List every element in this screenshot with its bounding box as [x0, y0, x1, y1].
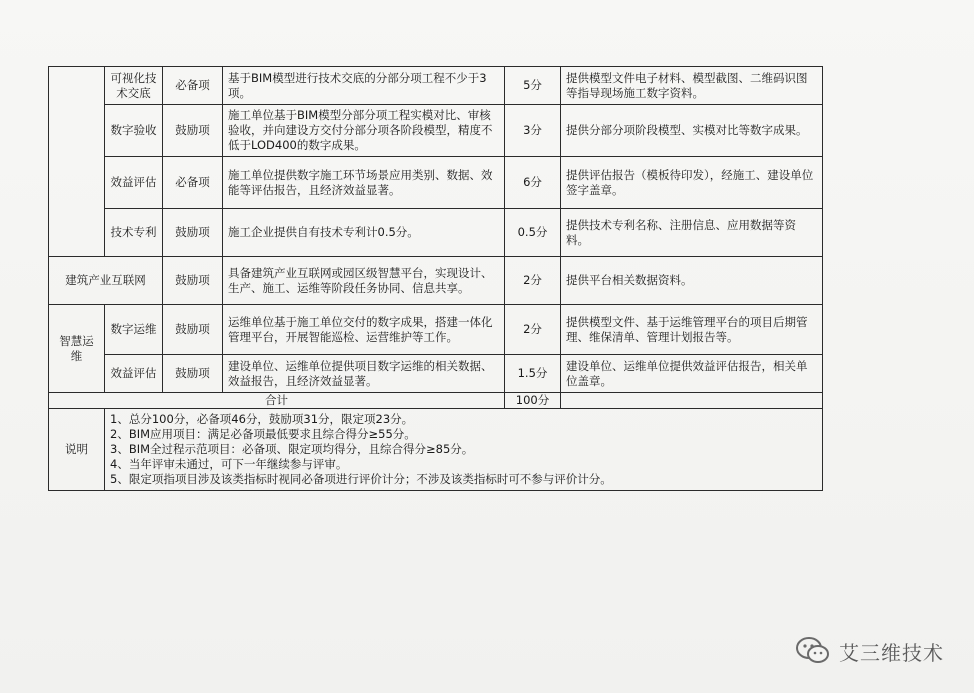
wechat-icon: [795, 636, 831, 666]
score-cell: 2分: [505, 257, 561, 305]
score-cell: 3分: [505, 105, 561, 157]
item-cell: 技术专利: [105, 209, 163, 257]
requirement-cell: 基于BIM模型进行技术交底的分部分项工程不少于3项。: [223, 67, 505, 105]
score-cell: 5分: [505, 67, 561, 105]
category-cell: 智慧运维: [49, 305, 105, 393]
table-row: [49, 157, 823, 209]
type-cell: 鼓励项: [163, 257, 223, 305]
note-line: 4、当年评审未通过，可下一年继续参与评审。: [110, 457, 348, 471]
score-cell: 0.5分: [505, 209, 561, 257]
category-cell: 建筑产业互联网: [49, 257, 163, 305]
category-cell-continued: [49, 67, 105, 257]
item-cell: 效益评估: [105, 157, 163, 209]
requirement-cell: 施工单位提供数字施工环节场景应用类别、数据、效能等评估报告，且经济效益显著。: [223, 157, 505, 209]
requirement-cell: 施工单位基于BIM模型分部分项工程实模对比、审核验收，并向建设方交付分部分项各阶段模型，精度不低于LOD400的数字成果。: [223, 105, 505, 157]
type-cell: 鼓励项: [163, 209, 223, 257]
notes-row: [49, 409, 823, 491]
requirement-cell: 施工企业提供自有技术专利计0.5分。: [223, 209, 505, 257]
total-blank: [561, 393, 823, 409]
watermark: [795, 636, 944, 666]
requirement-cell: 具备建筑产业互联网或园区级智慧平台，实现设计、生产、施工、运维等阶段任务协同、信息共享。: [223, 257, 505, 305]
item-cell: 可视化技术交底: [105, 67, 163, 105]
total-score: 100分: [505, 393, 561, 409]
score-cell: 1.5分: [505, 355, 561, 393]
table-row: [49, 257, 823, 305]
evaluation-table: [48, 66, 823, 491]
material-cell: 提供模型文件电子材料、模型截图、二维码识图等指导现场施工数字资料。: [561, 67, 823, 105]
type-cell: 必备项: [163, 67, 223, 105]
material-cell: 提供技术专利名称、注册信息、应用数据等资料。: [561, 209, 823, 257]
requirement-cell: 运维单位基于施工单位交付的数字成果，搭建一体化管理平台，开展智能巡检、运营维护等工作。: [223, 305, 505, 355]
table-row: [49, 355, 823, 393]
note-line: 5、限定项指项目涉及该类指标时视同必备项进行评价计分；不涉及该类指标时可不参与评价计分。: [110, 472, 612, 486]
table-row: [49, 105, 823, 157]
watermark-text: 艾三维技术: [839, 640, 944, 665]
type-cell: 鼓励项: [163, 355, 223, 393]
material-cell: 提供评估报告（模板待印发），经施工、建设单位签字盖章。: [561, 157, 823, 209]
score-cell: 2分: [505, 305, 561, 355]
notes-label: 说明: [49, 409, 105, 491]
type-cell: 鼓励项: [163, 305, 223, 355]
material-cell: 建设单位、运维单位提供效益评估报告，相关单位盖章。: [561, 355, 823, 393]
score-cell: 6分: [505, 157, 561, 209]
item-cell: 数字验收: [105, 105, 163, 157]
material-cell: 提供平台相关数据资料。: [561, 257, 823, 305]
requirement-cell: 建设单位、运维单位提供项目数字运维的相关数据、效益报告，且经济效益显著。: [223, 355, 505, 393]
type-cell: 鼓励项: [163, 105, 223, 157]
item-cell: 效益评估: [105, 355, 163, 393]
total-label: 合计: [49, 393, 505, 409]
table-row: [49, 67, 823, 105]
material-cell: 提供模型文件、基于运维管理平台的项目后期管理、维保清单、管理计划报告等。: [561, 305, 823, 355]
total-row: [49, 393, 823, 409]
type-cell: 必备项: [163, 157, 223, 209]
item-cell: 数字运维: [105, 305, 163, 355]
table-row: [49, 305, 823, 355]
note-line: 1、总分100分，必备项46分，鼓励项31分，限定项23分。: [110, 412, 414, 426]
note-line: 2、BIM应用项目：满足必备项最低要求且综合得分≥55分。: [110, 427, 416, 441]
notes-cell: [105, 409, 823, 491]
note-line: 3、BIM全过程示范项目：必备项、限定项均得分，且综合得分≥85分。: [110, 442, 474, 456]
table-row: [49, 209, 823, 257]
material-cell: 提供分部分项阶段模型、实模对比等数字成果。: [561, 105, 823, 157]
